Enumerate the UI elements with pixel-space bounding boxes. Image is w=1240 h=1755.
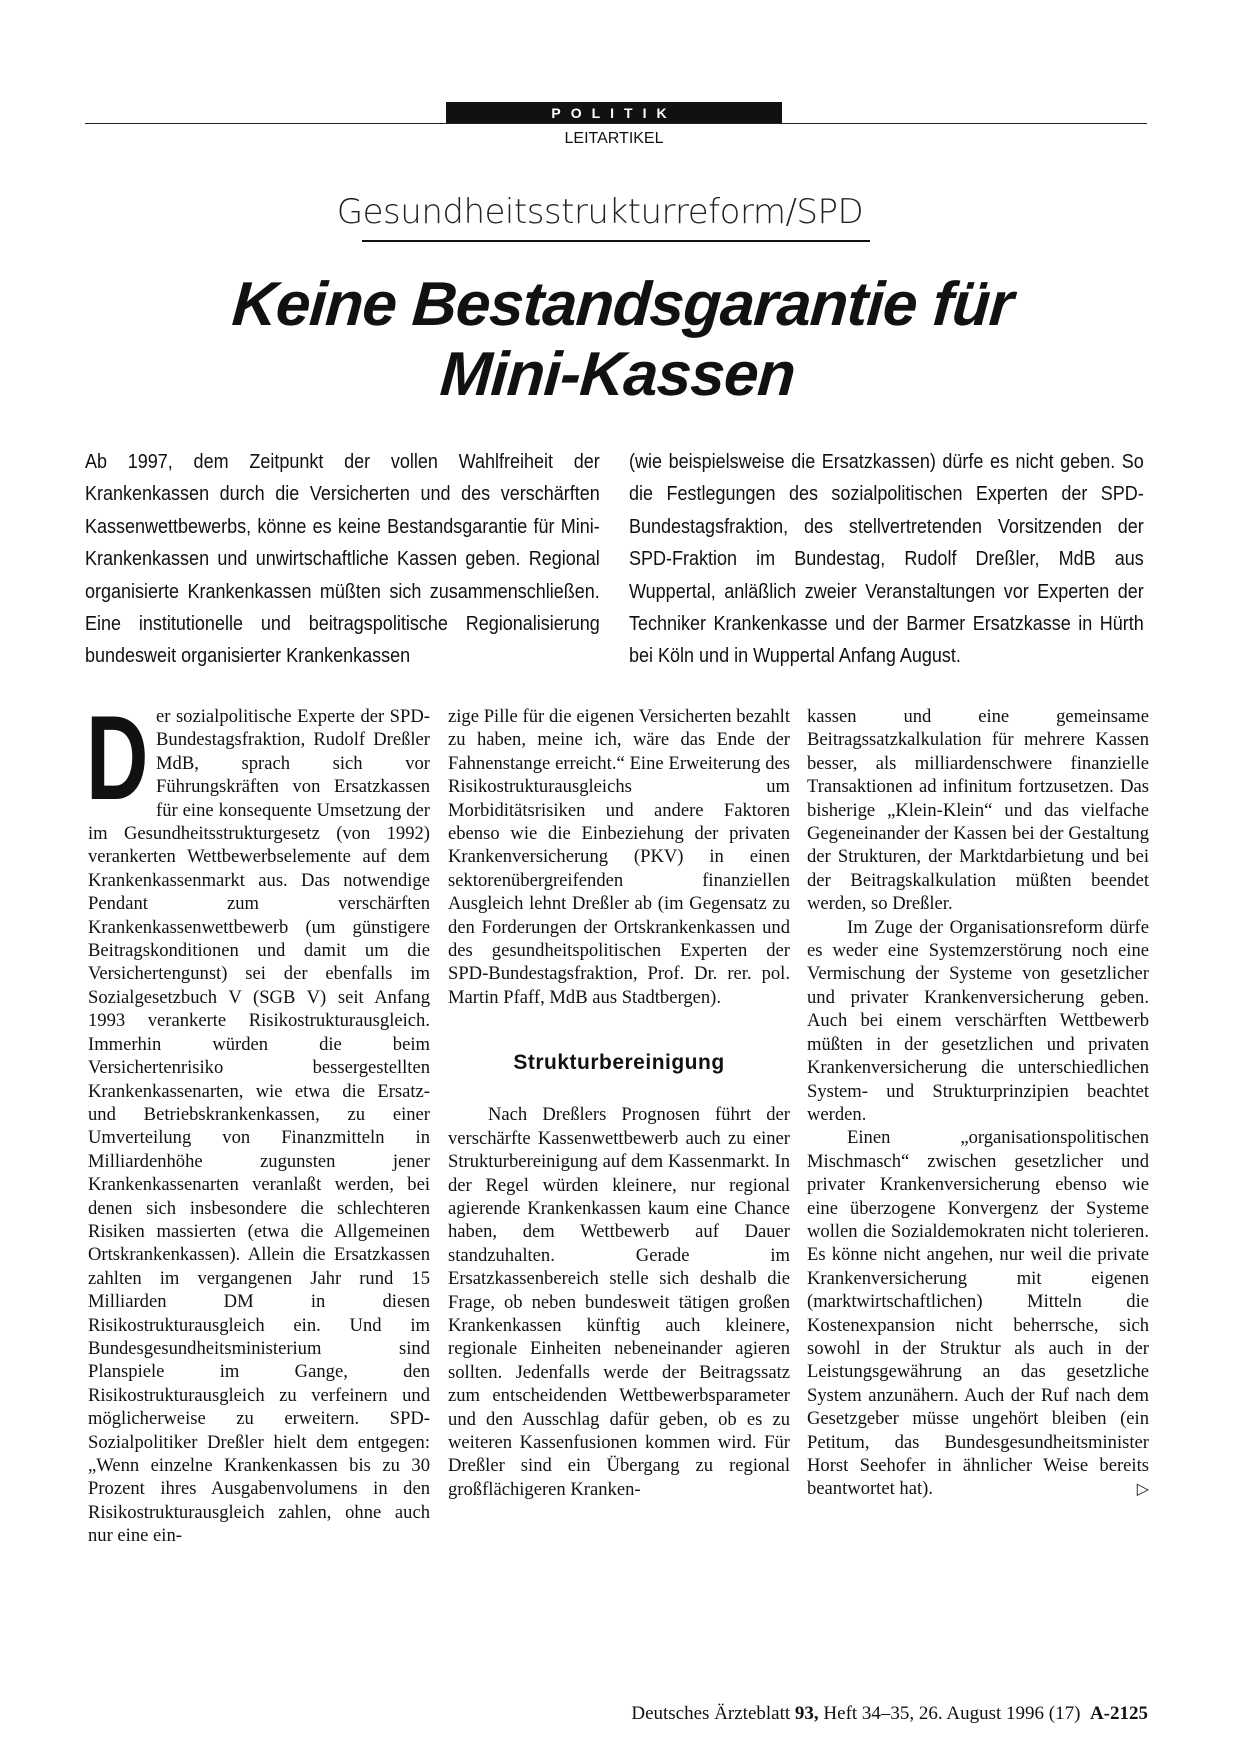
lead-paragraph-right: (wie beispielsweise die Ersatzkassen) dürfe es nicht geben. So die Festlegungen des sozialpolitischen Experten der SPD-Bundestagsfraktion, des stellvertretenden Vorsitzenden der SPD-Fraktion im Bundestag, Rudolf Dreßler, MdB aus Wuppertal, anläßlich zweier Veranstaltungen vor Experten der Techniker Krankenkasse und der Barmer Ersatzkasse in Hürth bei Köln und in Wuppertal Anfang August. (629, 451, 1144, 668)
body-column-2 (448, 705, 790, 1501)
subsection-label: LEITARTIKEL (564, 130, 664, 147)
body-paragraph (807, 1126, 1149, 1501)
article-kicker: Gesundheitsstrukturreform/SPD (336, 192, 864, 232)
end-mark-icon: ▷ (1136, 1479, 1149, 1499)
journal-issue: Heft 34–35, 26. August 1996 (17) (823, 1703, 1081, 1724)
article-headline (115, 270, 1125, 410)
journal-volume: 93, (794, 1703, 819, 1724)
section-label: POLITIK (446, 102, 782, 124)
drop-cap: D (86, 691, 149, 825)
body-paragraph: Nach Dreßlers Prognosen führt der verschärfte Kassenwettbewerb auch zu einer Strukturbereinigung auf dem Kassenmarkt. In der Regel würden kleinere, nur regional agierende Krankenkassen kaum eine Chance haben, dem Wettbewerb auf Dauer standzuhalten. Gerade im Ersatzkassenbereich stelle sich deshalb die Frage, ob neben bundesweit tätigen großen Krankenkassen künftig auch kleinere, regionale Einheiten nebeneinander agieren sollten. Jedenfalls werde der Beitragssatz zum entscheidenden Wettbewerbsparameter und den Ausschlag dafür geben, ob es zu weiteren Kassenfusionen kommen wird. Für Dreßler sind ein Übergang zu regional großflächigeren Kranken- (448, 1104, 790, 1500)
body-paragraph: zige Pille für die eigenen Versicherten bezahlt zu haben, meine ich, wäre das Ende der Fahnenstange erreicht.“ Eine Erweiterung des Risikostrukturausgleichs um Morbiditätsrisiken und andere Faktoren ebenso wie die Einbeziehung der privaten Krankenversicherung (PKV) in einen sektorenübergreifenden finanziellen Ausgleich lehnt Dreßler ab (im Gegensatz zu den Forderungen der Ortskrankenkassen und des gesundheitspolitischen Experten der SPD-Bundestagsfraktion, Prof. Dr. rer. pol. Martin Pfaff, MdB aus Stadtbergen). (448, 706, 790, 1008)
body-paragraph: Im Zuge der Organisationsreform dürfe es weder eine Systemzerstörung noch eine Vermischung der Systeme von gesetzlicher und privater Krankenversicherung geben. Auch bei einem verschärften Wettbewerb müßten in der gesetzlichen und privaten Krankenversicherung die unterschiedlichen System- und Strukturprinzipien beachtet werden. (807, 916, 1149, 1125)
headline-line-1: Keine Bestandsgarantie für (229, 270, 1016, 339)
kicker-underline (362, 240, 870, 242)
body-column-3 (807, 705, 1149, 1501)
body-paragraph: kassen und eine gemeinsame Beitragssatzkalkulation für mehrere Kassen besser, als milliardenschwere finanzielle Transaktionen ad infinitum fortzusetzen. Das bisherige „Klein-Klein“ und das vielfache Gegeneinander der Kassen bei der Gestaltung der Strukturen, der Marktdarbietung und bei der Beitragskalkulation müßten beendet werden, so Dreßler. (807, 706, 1149, 915)
headline-line-2: Mini-Kassen (438, 340, 798, 409)
section-subheading: Strukturbereinigung (513, 1051, 725, 1075)
body-paragraph: er sozialpolitische Experte der SPD-Bundestagsfraktion, Rudolf Dreßler MdB, sprach sich vor Führungskräften von Ersatzkassen für eine konsequente Umsetzung der im Gesundheitsstrukturgesetz (von 1992) verankerten Wettbewerbselemente auf dem Krankenkassenmarkt aus. Das notwendige Pendant zum verschärften Krankenkassenwettbewerb (um günstigere Beitragskonditionen und damit um die Versichertengunst) sei der ebenfalls im Sozialgesetzbuch V (SGB V) seit Anfang 1993 verankerte Risikostrukturausgleich. Immerhin würden die beim Versichertenrisiko bessergestellten Krankenkassenarten, wie etwa die Ersatz- und Betriebskrankenkassen, zu einer Umverteilung von Finanzmitteln in Milliardenhöhe zugunsten jener Krankenkassenarten veranlaßt werden, bei denen sich insbesondere die schlechteren Risiken massierten (etwa die Allgemeinen Ortskrankenkassen). Allein die Ersatzkassen zahlten im vergangenen Jahr rund 15 Milliarden DM in diesen Risikostrukturausgleich ein. Und im Bundesgesundheitsministerium sind Planspiele im Gange, den Risikostrukturausgleich zu verfeinern und möglicherweise zu erweitern. SPD-Sozialpolitiker Dreßler hielt dem entgegen: „Wenn einzelne Krankenkassen bis zu 30 Prozent ihres Ausgabenvolumens in den Risikostrukturausgleich zahlen, ohne auch nur eine ein- (88, 706, 430, 1547)
lead-paragraph-left: Ab 1997, dem Zeitpunkt der vollen Wahlfreiheit der Krankenkassen durch die Versicherten und des verschärften Kassenwettbewerbs, könne es keine Bestandsgarantie für Mini-Krankenkassen und unwirtschaftliche Kassen geben. Regional organisierte Krankenkassen müßten sich zusammenschließen. Eine institutionelle und beitragspolitische Regionalisierung bundesweit organisierter Krankenkassen (85, 451, 600, 668)
body-paragraph-text: Einen „organisationspolitischen Mischmasch“ zwischen gesetzlicher und privater Krankenversicherung ebenso wie eine überzogene Konvergenz der Systeme wollen die Sozialdemokraten nicht tolerieren. Es könne nicht angehen, nur weil die private Krankenversicherung mit eigenen (marktwirtschaftlichen) Mitteln die Kostenexpansion nicht beherrsche, sich sowohl in der Struktur als auch in der Leistungsgewährung an das gesetzliche System anzunähern. Auch der Ruf nach dem Gesetzgeber müsse ungehört bleiben (ein Petitum, das Bundesgesundheitsminister Horst Seehofer in ähnlicher Weise bereits beantwortet hat). (807, 1127, 1149, 1500)
page-footer (580, 1702, 1148, 1726)
body-column-1 (86, 691, 430, 1548)
journal-name: Deutsches Ärzteblatt (631, 1703, 791, 1724)
header-rule (85, 123, 1147, 124)
page-number: A-2125 (1089, 1703, 1148, 1724)
